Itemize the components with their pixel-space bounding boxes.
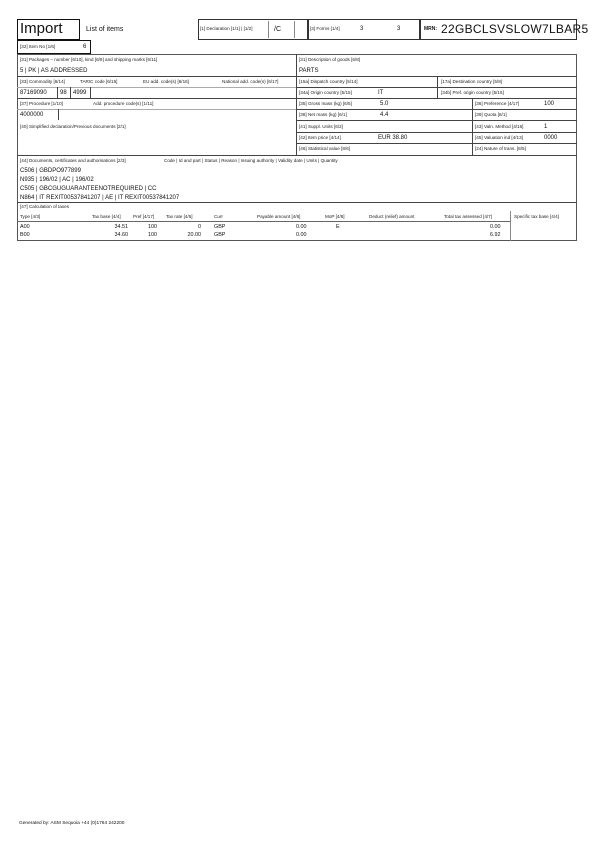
tax-payable: 0.00	[296, 224, 307, 230]
description-value: PARTS	[299, 68, 319, 74]
destination-country-label: [17a] Destination country [5/8]	[441, 79, 503, 84]
procedure-label: [37] Procedure [1/10]	[20, 101, 63, 106]
footer-generated-by: Generated by: ASM Sequoia +44 (0)1764 242200	[19, 821, 125, 826]
tax-pref: 100	[148, 232, 157, 238]
tax-base: 34.51	[114, 224, 128, 230]
tax-header-payable: Payable amount [4/6]	[257, 214, 301, 219]
document-subtitle: List of items	[86, 26, 124, 33]
grid-divider	[17, 76, 577, 77]
grid-divider	[296, 109, 577, 110]
net-mass-value: 4.4	[380, 112, 389, 118]
tax-header-rate: Tax rate [4/5]	[166, 214, 193, 219]
valuation-ind-label: [45] Valuation ind [4/13]	[475, 135, 523, 140]
grid-divider	[58, 109, 59, 120]
preference-label: [36] Preference [4/17]	[475, 101, 520, 106]
mrn-label: MRN:	[424, 26, 438, 32]
origin-country-value: IT	[378, 90, 384, 96]
packages-value: 5 | PK | AS ADDRESSED	[20, 68, 88, 74]
suppl-units-label: [41] Suppl. Units [6/2]	[299, 124, 343, 129]
valuation-method-label: [43] Valn. Method [4/16]	[475, 124, 524, 129]
tax-total: 6.92	[490, 232, 501, 238]
tax-total: 0.00	[490, 224, 501, 230]
tax-currency: GBP	[214, 232, 226, 238]
grid-divider	[17, 98, 577, 99]
tax-header-mop: MoP [4/8]	[325, 214, 345, 219]
pref-origin-country-label: [34b] Pref. origin country [5/16]	[441, 90, 504, 95]
documents-columns-label: Code | Id and part | Status | Reason | Issuing authority | Validity date | Units | Quantity	[164, 158, 338, 163]
packages-label: [31] Packages – number [6/10], kind [6/9] and shipping marks [6/11]	[20, 57, 158, 62]
documents-label: [44] Documents, certificates and authorisations [2/3]	[20, 158, 126, 163]
quota-label: [39] Quota [8/1]	[475, 112, 507, 117]
valuation-ind-value: 0000	[544, 135, 558, 141]
grid-divider	[70, 87, 71, 98]
item-price-value: EUR 38.80	[378, 135, 408, 141]
declaration-divider	[294, 21, 295, 38]
tax-header-type: Type [4/3]	[20, 214, 41, 219]
gross-mass-label: [35] Gross mass (kg) [6/5]	[299, 101, 352, 106]
tax-currency: GBP	[214, 224, 226, 230]
gross-mass-value: 5.0	[380, 101, 389, 107]
declaration-divider	[268, 21, 269, 38]
forms-value-total: 3	[397, 26, 401, 32]
tax-base: 34.60	[114, 232, 128, 238]
simplified-declaration-label: [40] Simplified declaration/Previous documents [2/1]	[20, 124, 126, 129]
tax-header-specific: Specific tax base [4/4]	[514, 214, 559, 219]
tax-header-pref: Pref [4/17]	[133, 214, 155, 219]
grid-divider	[472, 120, 473, 155]
document-line: C506 | GBDPO977899	[20, 168, 81, 174]
procedure-value: 4000000	[20, 112, 44, 118]
tax-mop: E	[336, 224, 340, 230]
grid-divider	[296, 120, 577, 121]
grid-divider	[17, 155, 577, 156]
tax-header-currency: Curr	[214, 214, 223, 219]
statistical-value-label: [46] Statistical value [8/6]	[299, 146, 351, 151]
taric-label: TARIC code [6/15]	[80, 79, 118, 84]
commodity-value: 87169090	[20, 90, 47, 96]
forms-label: [3] Forms [1/4]	[310, 26, 340, 31]
grid-divider	[17, 202, 577, 203]
declaration-value: /C	[274, 26, 281, 33]
eu-add-code-label: EU add. code(s) [6/16]	[143, 79, 189, 84]
grid-divider	[296, 143, 577, 144]
tax-payable: 0.00	[296, 232, 307, 238]
description-label: [31] Description of goods [6/8]	[299, 57, 361, 62]
declaration-label: [1] Declaration [1/1] | [1/2]	[200, 26, 253, 31]
tax-header-deduct: Deduct (relief) amount	[369, 214, 415, 219]
grid-divider	[296, 132, 577, 133]
tax-pref: 100	[148, 224, 157, 230]
net-mass-label: [38] Net mass (kg) [6/1]	[299, 112, 347, 117]
tax-type: B00	[20, 232, 30, 238]
grid-divider	[296, 87, 577, 88]
grid-divider	[17, 221, 510, 222]
origin-country-label: [34a] Origin country [5/15]	[299, 90, 352, 95]
tax-header-total: Total tax assessed [4/7]	[444, 214, 493, 219]
tax-rate: 20.00	[187, 232, 201, 238]
dispatch-country-label: [15a] Dispatch country [5/14]	[299, 79, 358, 84]
mrn-value: 22GBCLSVSLOW7LBAR5	[441, 22, 589, 36]
document-line: C505 | GBCGUGUARANTEENOTREQUIRED | CC	[20, 186, 157, 192]
grid-divider	[17, 87, 296, 88]
tax-header-base: Tax base [4/4]	[92, 214, 121, 219]
document-line: N935 | 196/02 | AC | 196/02	[20, 177, 94, 183]
item-price-label: [42] Item price [4/14]	[299, 135, 341, 140]
grid-divider	[90, 87, 91, 98]
commodity-label: [33] Commodity [6/14]	[20, 79, 65, 84]
grid-divider	[510, 211, 511, 241]
tax-rate: 0	[198, 224, 201, 230]
valuation-method-value: 1	[544, 124, 548, 130]
preference-value: 100	[544, 101, 555, 107]
add-procedure-label: Add. procedure code(s) [1/11]	[93, 101, 154, 106]
tax-type: A00	[20, 224, 30, 230]
grid-divider	[57, 87, 58, 98]
forms-value-current: 3	[360, 26, 364, 32]
taric-value: 98	[60, 90, 67, 96]
national-add-code-label: National add. code(s) [6/17]	[222, 79, 279, 84]
nature-of-transaction-label: [24] Nature of trans. [8/5]	[475, 146, 526, 151]
taxes-label: [47] Calculation of taxes	[20, 204, 70, 209]
eu-add-code-value: 4999	[73, 90, 87, 96]
item-number-label: [32] Item No [1/6]	[20, 44, 56, 49]
document-line: N864 | IT REXIT00537841207 | AE | IT REXIT00537841207	[20, 195, 180, 201]
grid-divider	[296, 54, 297, 155]
item-number-value: 6	[83, 44, 87, 50]
document-title: Import	[20, 20, 63, 37]
